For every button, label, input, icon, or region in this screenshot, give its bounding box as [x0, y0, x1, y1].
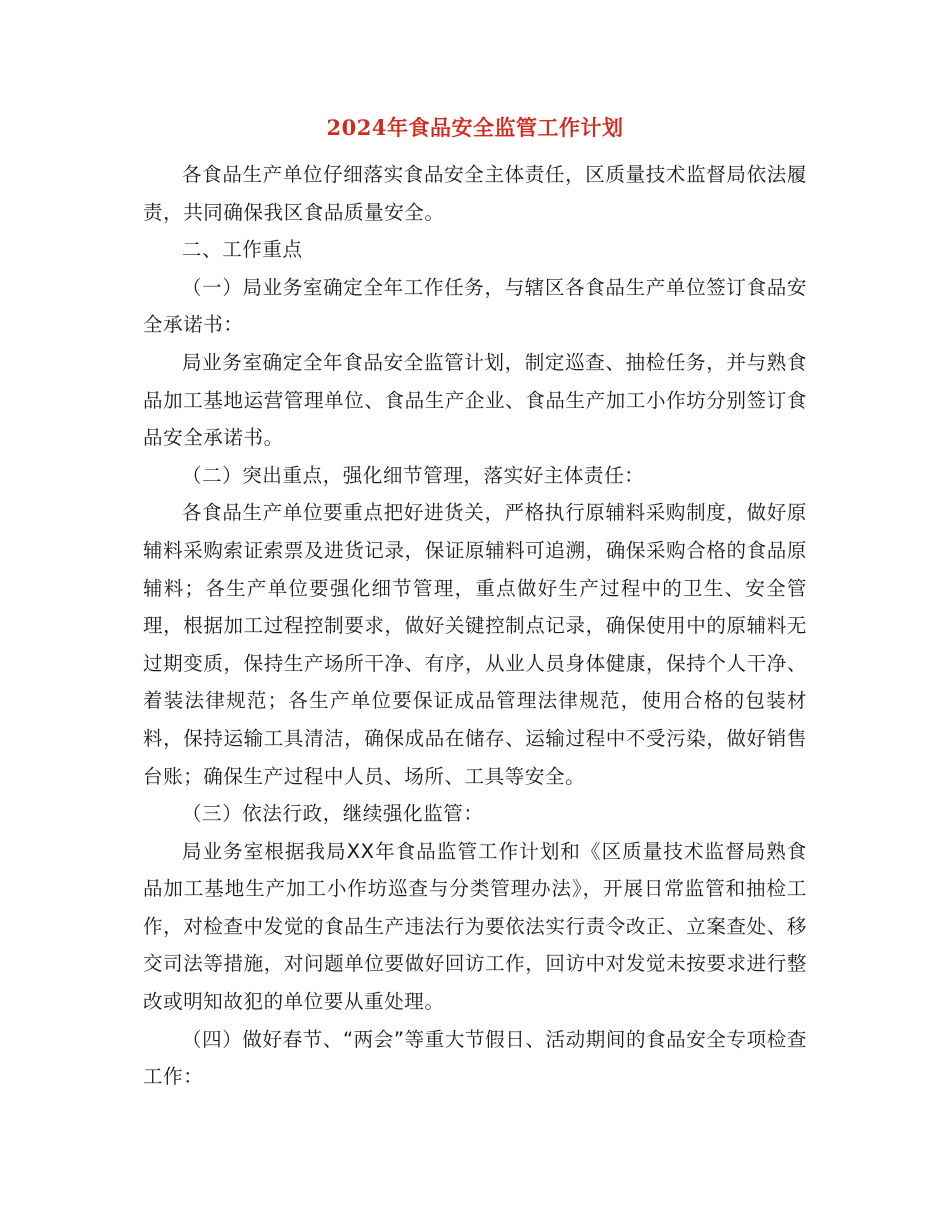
- paragraph-intro: 各食品生产单位仔细落实食品安全主体责任，区质量技术监督局依法履责，共同确保我区食品质量安全。: [143, 163, 807, 224]
- subheading-3: （三）依法行政，继续强化监管：: [182, 802, 484, 826]
- document-body: [143, 156, 807, 1096]
- paragraph-3: 局业务室根据我局XX年食品监管工作计划和《区质量技术监督局熟食品加工基地生产加工小作坊巡查与分类管理办法》，开展日常监管和抽检工作，对检查中发觉的食品生产违法行为要依法实行责令改正、立案查处、移交司法等措施，对问题单位要做好回访工作，回访中对发觉未按要求进行整改或明知故犯的单位要从重处理。: [143, 839, 807, 1014]
- subheading-2: （二）突出重点，强化细节管理，落实好主体责任：: [182, 463, 645, 487]
- subheading-4: （四）做好春节、“两会”等重大节假日、活动期间的食品安全专项检查工作：: [143, 1027, 807, 1089]
- subheading-1: （一）局业务室确定全年工作任务，与辖区各食品生产单位签订食品安全承诺书：: [143, 275, 807, 337]
- paragraph-2: 各食品生产单位要重点把好进货关，严格执行原辅料采购制度，做好原辅料采购索证索票及进货记录，保证原辅料可追溯，确保采购合格的食品原辅料；各生产单位要强化细节管理，重点做好生产过程中的卫生、安全管理，根据加工过程控制要求，做好关键控制点记录，确保使用中的原辅料无过期变质，保持生产场所干净、有序，从业人员身体健康，保持个人干净、着装法律规范；各生产单位要保证成品管理法律规范，使用合格的包装材料，保持运输工具清洁，确保成品在储存、运输过程中不受污染，做好销售台账；确保生产过程中人员、场所、工具等安全。: [143, 501, 807, 788]
- document-title: 2024年食品安全监管工作计划: [326, 115, 624, 140]
- paragraph-1: 局业务室确定全年食品安全监管计划，制定巡查、抽检任务，并与熟食品加工基地运营管理单位、食品生产企业、食品生产加工小作坊分别签订食品安全承诺书。: [143, 350, 807, 450]
- section-heading-work-focus: 二、工作重点: [182, 238, 303, 262]
